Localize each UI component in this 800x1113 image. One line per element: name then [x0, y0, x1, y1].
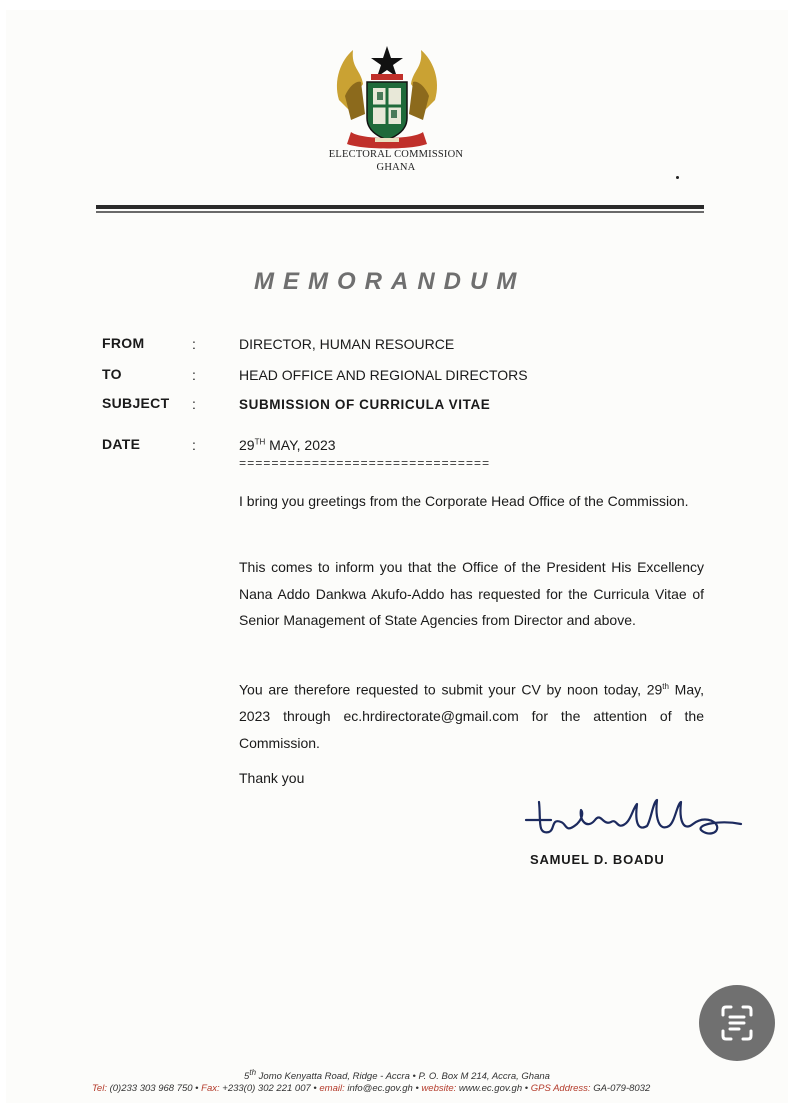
footer-email-value: info@ec.gov.gh • [344, 1083, 422, 1094]
paragraph-request-info: This comes to inform you that the Office of the President His Excellency Nana Addo Dankwa Akufo-Addo has requested for the Curricula Vitae of Senior Management of State Agencies from Director and above. [239, 559, 704, 628]
subject-label: SUBJECT [102, 395, 170, 411]
instruction-ordinal: th [662, 682, 669, 691]
instruction-part1: You are therefore requested to submit your CV by noon today, 29 [239, 681, 663, 698]
footer-addr-rest: Jomo Kenyatta Road, Ridge - Accra • P. O. Box M 214, Accra, Ghana [256, 1071, 550, 1083]
date-label: DATE [102, 436, 141, 452]
memo-page [6, 10, 788, 1103]
speck [676, 176, 679, 179]
org-name-line2: GHANA [376, 162, 416, 173]
closing-thanks: Thank you [239, 770, 305, 786]
footer-address [6, 1068, 788, 1082]
date-month-year: MAY, 2023 [265, 437, 336, 453]
subject-colon: : [192, 396, 196, 412]
footer-tel-label: Tel: [92, 1083, 107, 1094]
handwritten-signature [521, 790, 761, 850]
instruction-part2: May, 2023 through ec.hrdirectorate@gmail.com for the attention of the Commission. [239, 681, 704, 751]
footer-fax-value: +233(0) 302 221 007 • [219, 1083, 320, 1094]
footer-addr-sup: th [249, 1068, 257, 1077]
date-separator: =============================== [239, 457, 491, 471]
to-value: HEAD OFFICE AND REGIONAL DIRECTORS [239, 367, 528, 383]
footer-web-label: website: [421, 1083, 457, 1094]
from-value: DIRECTOR, HUMAN RESOURCE [239, 336, 455, 352]
signatory-name: SAMUEL D. BOADU [530, 852, 665, 867]
header-rule [96, 205, 704, 209]
memo-title: MEMORANDUM [254, 268, 526, 295]
date-value [239, 437, 336, 453]
coat-of-arms-logo [331, 40, 443, 150]
text-scan-icon [699, 985, 775, 1061]
footer-email-label: email: [319, 1083, 345, 1094]
header-rule-thin [96, 211, 704, 213]
subject-value: SUBMISSION OF CURRICULA VITAE [239, 397, 491, 412]
footer-fax-label: Fax: [201, 1083, 220, 1094]
footer-gps-label: GPS Address: [530, 1083, 591, 1094]
date-colon: : [192, 437, 196, 453]
paragraph-instruction [239, 674, 704, 756]
date-day: 29 [239, 437, 255, 453]
to-label: TO [102, 366, 122, 382]
from-label: FROM [102, 335, 145, 351]
footer-addr-num: 5 [244, 1071, 250, 1083]
org-name-line1: ELECTORAL COMMISSION [328, 149, 464, 160]
to-colon: : [192, 367, 196, 383]
date-ordinal: TH [254, 437, 266, 447]
text-scan-button[interactable] [699, 985, 775, 1061]
footer-web-value: www.ec.gov.gh • [456, 1083, 531, 1094]
organization-name [276, 148, 516, 174]
footer-tel-value: (0)233 303 968 750 • [106, 1083, 202, 1094]
paragraph-greeting: I bring you greetings from the Corporate Head Office of the Commission. [239, 493, 689, 509]
footer-contacts [92, 1083, 650, 1094]
footer-gps-value: GA-079-8032 [590, 1083, 651, 1094]
from-colon: : [192, 336, 196, 352]
